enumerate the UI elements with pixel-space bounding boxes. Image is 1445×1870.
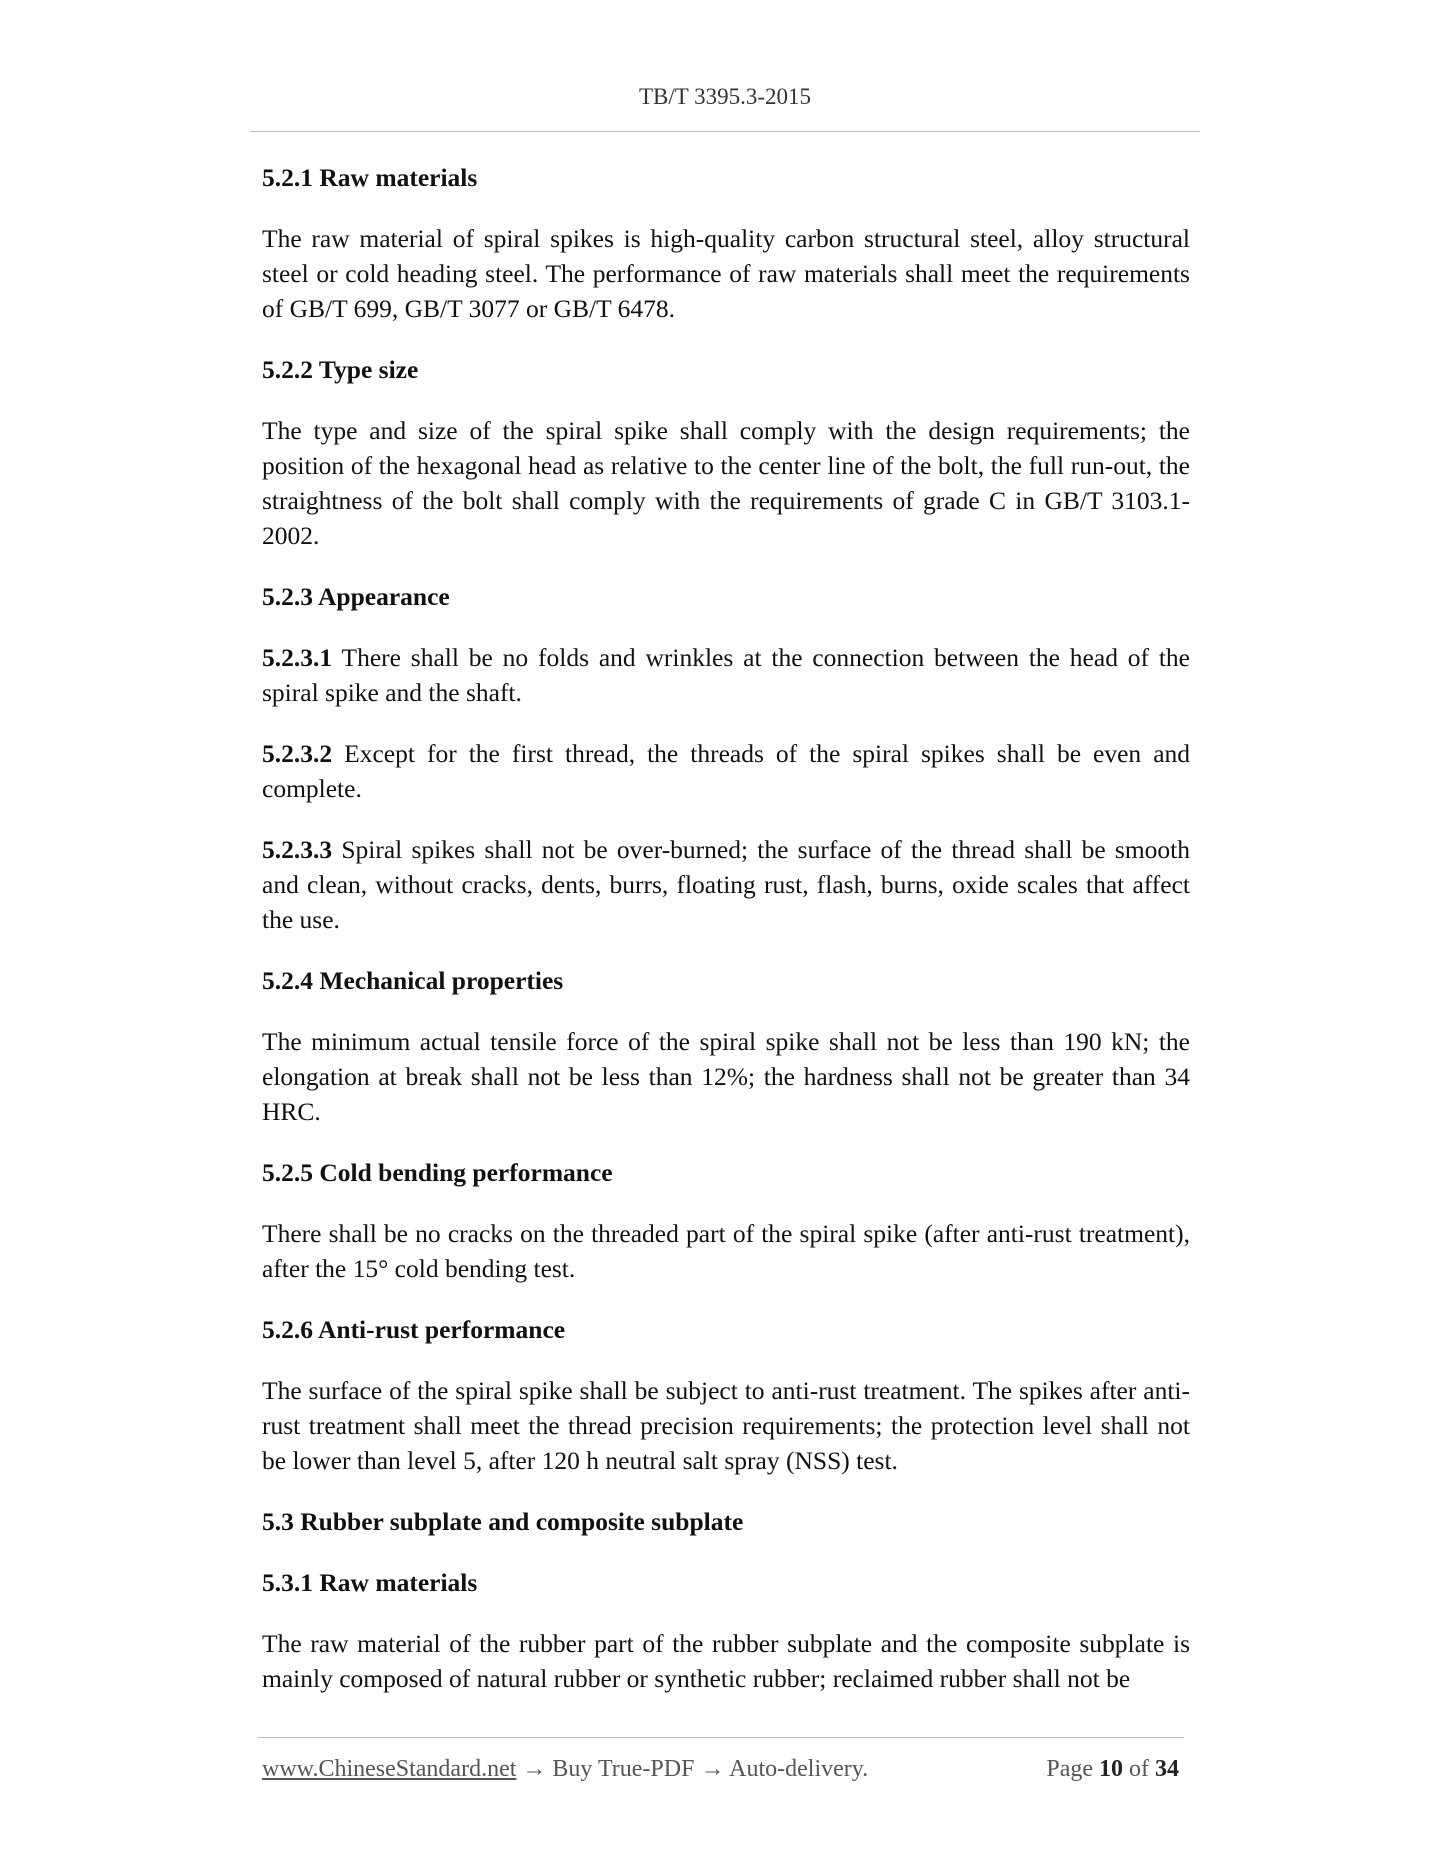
section-heading: 5.2.2 Type size [262, 355, 419, 384]
section-paragraph: There shall be no cracks on the threaded part of the spiral spike (after anti-rust treatment), after the 15° cold bending test. [262, 1219, 1190, 1283]
buy-pdf-text: Buy True-PDF [552, 1756, 695, 1782]
page-indicator [1046, 1756, 1179, 1783]
clause-number: 5.2.3.3 [262, 835, 333, 864]
page-number: 10 [1099, 1756, 1123, 1782]
clause-paragraph [262, 736, 1190, 806]
clause-text: Spiral spikes shall not be over-burned; the surface of the thread shall be smooth and clean, without cracks, dents, burrs, floating rust, flash, burns, oxide scales that affect the use. [262, 835, 1190, 934]
section-paragraph: The raw material of spiral spikes is high-quality carbon structural steel, alloy structural steel or cold heading steel. The performance of raw materials shall meet the requirements of GB/T 699, GB/T 3077 or GB/T 6478. [262, 224, 1190, 323]
footer-promo [262, 1756, 868, 1783]
section-heading: 5.2.3 Appearance [262, 582, 450, 611]
page-label: Page [1046, 1756, 1093, 1782]
clause-paragraph [262, 832, 1190, 937]
of-label: of [1129, 1756, 1149, 1782]
section-paragraph: The minimum actual tensile force of the spiral spike shall not be less than 190 kN; the elongation at break shall not be less than 12%; the hardness shall not be greater than 34 HRC. [262, 1027, 1190, 1126]
arrow-right-icon: → [522, 1756, 547, 1782]
page-total: 34 [1155, 1756, 1179, 1782]
section-heading: 5.3 Rubber subplate and composite subplate [262, 1507, 744, 1536]
document-id-header: TB/T 3395.3-2015 [638, 84, 812, 109]
section-paragraph: The type and size of the spiral spike shall comply with the design requirements; the position of the hexagonal head as relative to the center line of the bolt, the full run-out, the straightness of the bolt shall comply with the requirements of grade C in GB/T 3103.1-2002. [262, 416, 1190, 550]
footer-divider [258, 1737, 1184, 1738]
clause-text: There shall be no folds and wrinkles at the connection between the head of the spiral spike and the shaft. [262, 643, 1190, 707]
clause-paragraph [262, 640, 1190, 710]
auto-delivery-text: Auto-delivery. [729, 1756, 869, 1782]
section-heading: 5.3.1 Raw materials [262, 1568, 478, 1597]
section-heading: 5.2.1 Raw materials [262, 163, 478, 192]
arrow-right-icon: → [700, 1756, 725, 1782]
site-link[interactable]: www.ChineseStandard.net [262, 1756, 517, 1782]
section-heading: 5.2.4 Mechanical properties [262, 966, 564, 995]
document-body [262, 160, 1190, 1722]
clause-text: Except for the first thread, the threads of the spiral spikes shall be even and complete. [262, 739, 1191, 803]
section-paragraph: The surface of the spiral spike shall be subject to anti-rust treatment. The spikes after anti-rust treatment shall meet the thread precision requirements; the protection level shall not be lower than level 5, after 120 h neutral salt spray (NSS) test. [262, 1376, 1190, 1475]
section-paragraph: The raw material of the rubber part of the rubber subplate and the composite subplate is mainly composed of natural rubber or synthetic rubber; reclaimed rubber shall not be [262, 1629, 1190, 1693]
header-divider [250, 131, 1200, 132]
clause-number: 5.2.3.1 [262, 643, 333, 672]
section-heading: 5.2.5 Cold bending performance [262, 1158, 613, 1187]
section-heading: 5.2.6 Anti-rust performance [262, 1315, 566, 1344]
clause-number: 5.2.3.2 [262, 739, 333, 768]
